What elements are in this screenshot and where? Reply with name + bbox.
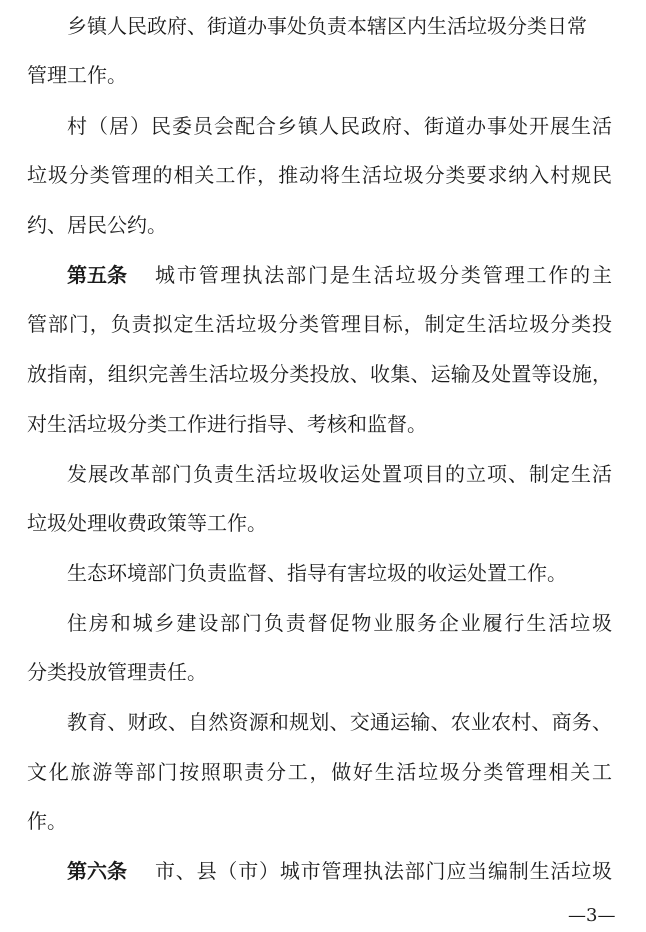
text-line: 文化旅游等部门按照职责分工，做好生活垃圾分类管理相关工 xyxy=(27,760,612,784)
text-line: 对生活垃圾分类工作进行指导、考核和监督。 xyxy=(27,412,427,436)
text-line: 发展改革部门负责生活垃圾收运处置项目的立项、制定生活 xyxy=(67,462,612,486)
text-line: 放指南，组织完善生活垃圾分类投放、收集、运输及处置等设施， xyxy=(27,362,612,386)
text-line: 教育、财政、自然资源和规划、交通运输、农业农村、商务、 xyxy=(67,710,612,734)
text-line: 作。 xyxy=(27,809,67,833)
text-line: 乡镇人民政府、街道办事处负责本辖区内生活垃圾分类日常 xyxy=(67,14,587,38)
text-line: 垃圾处理收费政策等工作。 xyxy=(27,511,267,535)
text-line: 分类投放管理责任。 xyxy=(27,660,207,684)
page-number: —3— xyxy=(568,905,616,926)
text-line: 生态环境部门负责监督、指导有害垃圾的收运处置工作。 xyxy=(67,561,567,585)
text-line: 村（居）民委员会配合乡镇人民政府、街道办事处开展生活 xyxy=(67,114,612,138)
text-line: 管理工作。 xyxy=(27,63,127,87)
text-line: 住房和城乡建设部门负责督促物业服务企业履行生活垃圾 xyxy=(67,611,612,635)
article-heading: 第六条 xyxy=(67,859,127,883)
text-line: 垃圾分类管理的相关工作，推动将生活垃圾分类要求纳入村规民 xyxy=(27,163,612,187)
text-line: 城市管理执法部门是生活垃圾分类管理工作的主 xyxy=(155,263,612,287)
text-line: 约、居民公约。 xyxy=(27,213,167,237)
text-line: 市、县（市）城市管理执法部门应当编制生活垃圾 xyxy=(155,859,612,883)
article-heading: 第五条 xyxy=(67,263,127,287)
text-line: 管部门，负责拟定生活垃圾分类管理目标，制定生活垃圾分类投 xyxy=(27,312,612,336)
